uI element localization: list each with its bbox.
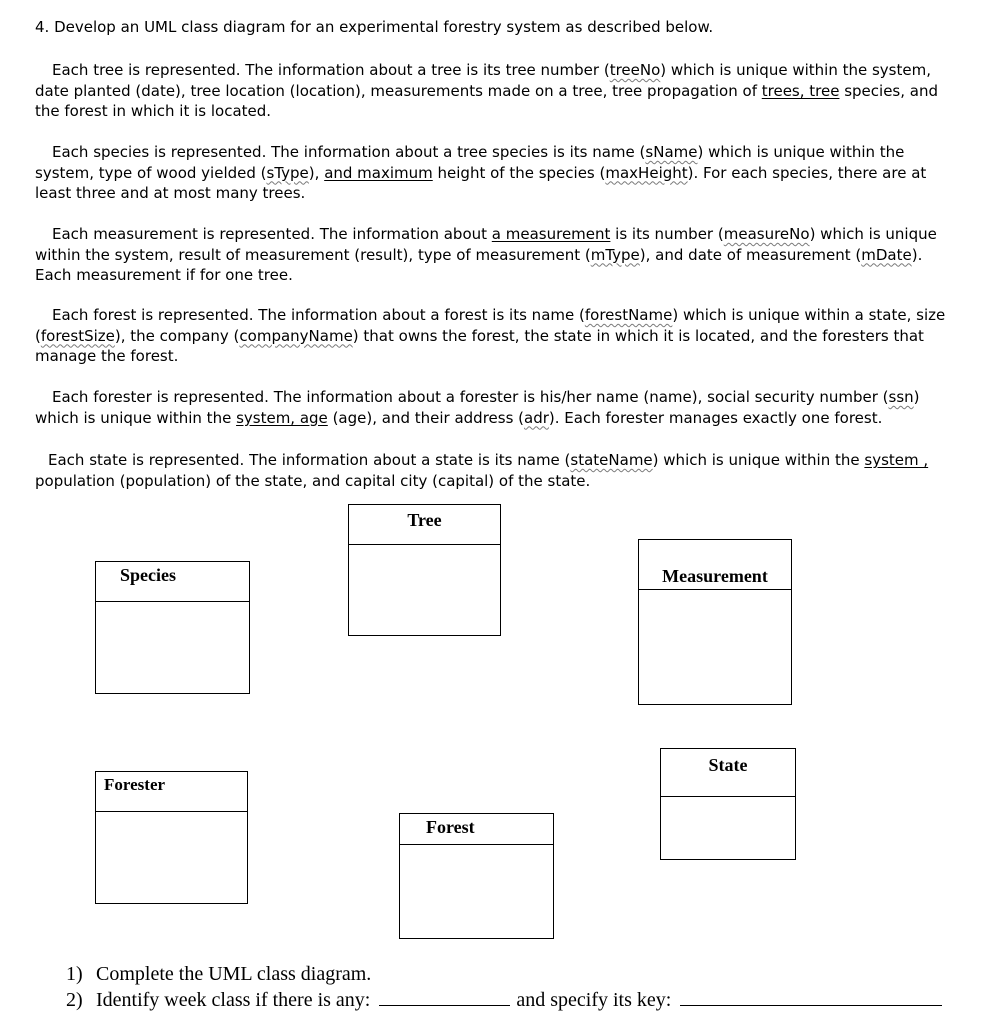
tree-text-2: ) which is unique within the system, date planted (date), tree location (location), measurements made on a tree, tree propagation of [35, 61, 931, 100]
forest-key-3: companyName [239, 326, 353, 345]
tree-text-1: Each tree is represented. The information about a tree is its tree number ( [52, 61, 610, 79]
task-2-key-text: and specify its key: [516, 989, 672, 1011]
state-text-1: Each state is represented. The information about a state is its name ( [48, 451, 571, 469]
forest-key-1: forestName [584, 306, 673, 324]
forest-paragraph [35, 305, 960, 367]
uml-class-tree-name: Tree [349, 505, 500, 545]
task-2 [66, 987, 942, 1013]
state-text-3: population (population) of the state, and capital city (capital) of the state. [35, 471, 591, 490]
uml-class-species [95, 561, 250, 694]
tree-key-1: treeNo [609, 61, 661, 79]
forest-text-2: ) which is unique within a state, size ( [35, 306, 946, 345]
forester-key-3: adr [524, 408, 549, 427]
state-key-2: system , [864, 451, 929, 469]
forester-key-1: ssn [888, 388, 914, 406]
uml-class-forester [95, 771, 248, 904]
species-paragraph [35, 142, 960, 204]
question-title: 4. Develop an UML class diagram for an experimental forestry system as described below. [35, 18, 714, 36]
state-paragraph [35, 450, 960, 491]
forest-text-1: Each forest is represented. The information about a forest is its name ( [52, 306, 585, 324]
measurement-text-4: ), and date of measurement ( [639, 245, 862, 264]
tree-paragraph [35, 60, 960, 122]
measurement-key-1: a measurement [491, 225, 611, 243]
tree-key-2: trees, tree [761, 81, 840, 100]
species-key-1: sName [645, 143, 698, 161]
uml-class-forester-name: Forester [96, 772, 247, 812]
species-key-3: and maximum [324, 163, 433, 182]
tree-text-3: species, and the forest in which it is located. [35, 81, 939, 120]
forester-text-4: ). Each forester manages exactly one forest. [548, 408, 883, 427]
forester-text-2: ) which is unique within the [35, 388, 920, 427]
uml-class-state [660, 748, 796, 860]
forest-text-3: ), the company ( [114, 326, 240, 345]
forester-key-2: system, age [236, 408, 328, 427]
task-2-text: Identify week class if there is any: [96, 989, 371, 1011]
species-text-5: ). For each species, there are at least three and at most many trees. [35, 163, 927, 202]
uml-class-tree [348, 504, 501, 636]
species-key-4: maxHeight [605, 163, 688, 182]
uml-class-species-name: Species [96, 562, 249, 602]
species-key-2: sType [266, 163, 309, 182]
measurement-key-2: measureNo [723, 225, 810, 243]
task-1-text: Complete the UML class diagram. [96, 963, 372, 985]
species-text-1: Each species is represented. The information about a tree species is its name ( [52, 143, 646, 161]
measurement-text-3: ) which is unique within the system, result of measurement (result), type of measurement ( [35, 225, 937, 264]
uml-class-forest [399, 813, 554, 939]
measurement-paragraph [35, 224, 960, 286]
task-1 [66, 962, 942, 987]
uml-class-forest-name: Forest [400, 814, 553, 845]
measurement-key-3: mType [590, 245, 640, 264]
species-text-3: ), [308, 163, 325, 182]
measurement-text-5: ). Each measurement if for one tree. [35, 245, 923, 284]
weak-class-answer-blank[interactable] [379, 987, 510, 1006]
state-text-2: ) which is unique within the [652, 451, 865, 469]
task-2-number: 2) [66, 989, 83, 1011]
uml-class-measurement-name: Measurement [639, 540, 791, 590]
forester-paragraph [35, 387, 960, 428]
measurement-key-4: mDate [861, 245, 912, 264]
species-text-2: ) which is unique within the system, type of wood yielded ( [35, 143, 905, 182]
species-text-4: height of the species ( [432, 163, 606, 182]
forest-text-4: ) that owns the forest, the state in which it is located, and the foresters that manage the forest. [35, 326, 924, 365]
forester-text-1: Each forester is represented. The information about a forester is his/her name (name), social security number ( [52, 388, 889, 406]
measurement-text-2: is its number ( [610, 225, 724, 243]
forester-text-3: (age), and their address ( [327, 408, 525, 427]
task-list [66, 962, 942, 1013]
forest-key-2: forestSize [40, 326, 115, 345]
uml-class-state-name: State [661, 749, 795, 797]
state-key-1: stateName [570, 451, 653, 469]
task-1-number: 1) [66, 963, 83, 985]
uml-class-measurement [638, 539, 792, 705]
key-answer-blank[interactable] [680, 987, 942, 1006]
measurement-text-1: Each measurement is represented. The information about [52, 225, 492, 243]
